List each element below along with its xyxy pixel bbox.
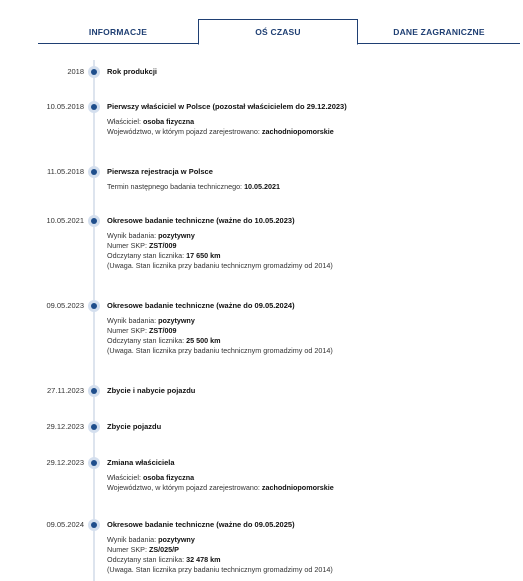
- detail-label: Numer SKP:: [107, 241, 147, 250]
- detail-value: pozytywny: [158, 316, 195, 325]
- detail-value: pozytywny: [158, 231, 195, 240]
- detail-label: Wynik badania:: [107, 316, 157, 325]
- event-detail-line: [107, 261, 333, 271]
- event-title: Okresowe badanie techniczne (ważne do 10.05.2023): [107, 216, 295, 225]
- event-date: 27.11.2023: [47, 386, 84, 395]
- event-title: Zbycie i nabycie pojazdu: [107, 386, 196, 395]
- event-title: Rok produkcji: [107, 67, 158, 76]
- detail-value: ZST/009: [148, 326, 177, 335]
- event-title: Zmiana właściciela: [107, 458, 175, 467]
- event-detail-line: [107, 473, 334, 483]
- detail-label: Wynik badania:: [107, 231, 157, 240]
- detail-label: Odczytany stan licznika:: [107, 555, 185, 564]
- timeline-dot-icon: [88, 519, 100, 531]
- detail-value: zachodniopomorskie: [261, 483, 334, 492]
- detail-label: Właściciel:: [107, 117, 141, 126]
- event-detail-line: [107, 241, 333, 251]
- event-date: 09.05.2023: [46, 301, 84, 310]
- timeline-dot-icon: [88, 66, 100, 78]
- event-detail-line: [107, 117, 334, 127]
- event-detail-line: [107, 182, 280, 192]
- event-date: 29.12.2023: [46, 422, 84, 431]
- event-detail-line: [107, 545, 333, 555]
- event-title: Pierwszy właściciel w Polsce (pozostał właścicielem do 29.12.2023): [107, 102, 347, 111]
- event-title: Okresowe badanie techniczne (ważne do 09.05.2024): [107, 301, 295, 310]
- event-title: Okresowe badanie techniczne (ważne do 09.05.2025): [107, 520, 295, 529]
- tab-dane-zagraniczne[interactable]: DANE ZAGRANICZNE: [393, 26, 485, 37]
- detail-label: Odczytany stan licznika:: [107, 251, 185, 260]
- timeline-dot-icon: [88, 421, 100, 433]
- event-detail-line: [107, 231, 333, 241]
- event-detail-line: [107, 251, 333, 261]
- event-details: [107, 473, 334, 493]
- detail-label: Termin następnego badania technicznego:: [107, 182, 243, 191]
- detail-value: osoba fizyczna: [142, 473, 195, 482]
- event-details: [107, 535, 333, 575]
- event-details: [107, 231, 333, 271]
- event-detail-line: [107, 535, 333, 545]
- event-detail-line: [107, 326, 333, 336]
- event-date: 09.05.2024: [46, 520, 84, 529]
- event-date: 29.12.2023: [46, 458, 84, 467]
- event-detail-line: [107, 555, 333, 565]
- event-detail-line: [107, 336, 333, 346]
- detail-label: (Uwaga. Stan licznika przy badaniu technicznym gromadzimy od 2014): [107, 346, 333, 355]
- event-date: 10.05.2021: [46, 216, 84, 225]
- detail-label: (Uwaga. Stan licznika przy badaniu technicznym gromadzimy od 2014): [107, 261, 333, 270]
- event-detail-line: [107, 346, 333, 356]
- detail-label: Wynik badania:: [107, 535, 157, 544]
- detail-label: Właściciel:: [107, 473, 141, 482]
- event-detail-line: [107, 316, 333, 326]
- event-date: 10.05.2018: [46, 102, 84, 111]
- timeline-dot-icon: [88, 166, 100, 178]
- event-title: Zbycie pojazdu: [107, 422, 162, 431]
- detail-value: ZST/009: [148, 241, 177, 250]
- timeline-dot-icon: [88, 215, 100, 227]
- detail-label: Województwo, w którym pojazd zarejestrowano:: [107, 483, 260, 492]
- detail-value: 17 650 km: [186, 251, 221, 260]
- event-detail-line: [107, 565, 333, 575]
- timeline-dot-icon: [88, 300, 100, 312]
- detail-label: Numer SKP:: [107, 545, 147, 554]
- event-detail-line: [107, 127, 334, 137]
- tab-informacje[interactable]: INFORMACJE: [88, 26, 148, 37]
- tab-os-czasu[interactable]: OŚ CZASU: [198, 19, 358, 45]
- event-details: [107, 316, 333, 356]
- detail-value: pozytywny: [158, 535, 195, 544]
- event-date: 2018: [67, 67, 84, 76]
- event-date: 11.05.2018: [47, 167, 84, 176]
- event-details: [107, 182, 280, 192]
- detail-value: 25 500 km: [186, 336, 221, 345]
- event-detail-line: [107, 483, 334, 493]
- detail-label: Numer SKP:: [107, 326, 147, 335]
- detail-label: Województwo, w którym pojazd zarejestrowano:: [107, 127, 260, 136]
- detail-value: ZS/025/P: [148, 545, 179, 554]
- detail-value: osoba fizyczna: [142, 117, 195, 126]
- event-title: Pierwsza rejestracja w Polsce: [107, 167, 213, 176]
- detail-label: Odczytany stan licznika:: [107, 336, 185, 345]
- detail-label: (Uwaga. Stan licznika przy badaniu technicznym gromadzimy od 2014): [107, 565, 333, 574]
- event-details: [107, 117, 334, 137]
- timeline-dot-icon: [88, 101, 100, 113]
- timeline-dot-icon: [88, 385, 100, 397]
- timeline-dot-icon: [88, 457, 100, 469]
- timeline-axis: [93, 60, 95, 581]
- detail-value: 32 478 km: [186, 555, 221, 564]
- detail-value: zachodniopomorskie: [261, 127, 334, 136]
- tab-bar: [38, 19, 520, 44]
- detail-value: 10.05.2021: [244, 182, 281, 191]
